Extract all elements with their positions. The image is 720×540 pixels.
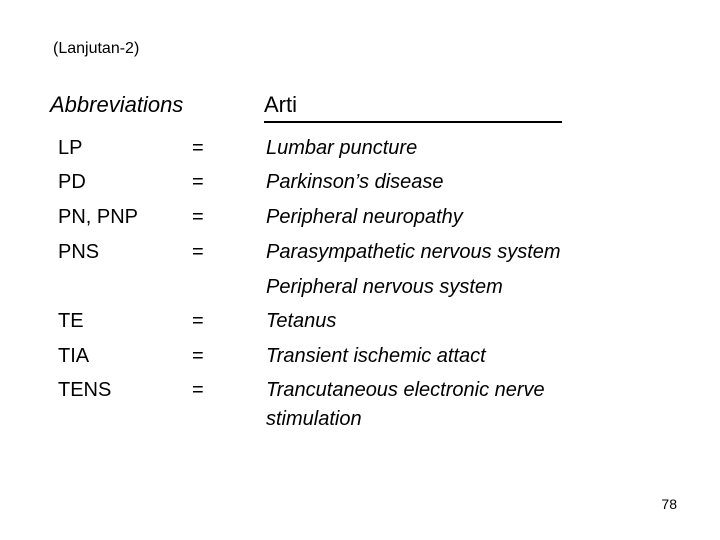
meaning-pns-1: Parasympathetic nervous system: [266, 241, 561, 263]
meaning-pd: Parkinson’s disease: [266, 171, 444, 193]
equals-sign: =: [192, 206, 204, 228]
equals-sign: =: [192, 171, 204, 193]
meaning-pn-pnp: Peripheral neuropathy: [266, 206, 463, 228]
meaning-tens-2: stimulation: [266, 408, 362, 430]
abbreviations-header: Abbreviations: [50, 92, 184, 117]
equals-sign: =: [192, 379, 204, 401]
abbr-pn-pnp: PN, PNP: [58, 206, 139, 228]
equals-sign: =: [192, 310, 204, 332]
equals-sign: =: [192, 345, 204, 367]
arti-header: Arti: [264, 92, 297, 117]
abbr-pd: PD: [58, 171, 86, 193]
equals-sign: =: [192, 241, 204, 263]
page-number: 78: [661, 496, 677, 512]
abbr-pns: PNS: [58, 241, 100, 263]
abbr-tens: TENS: [58, 379, 112, 401]
abbr-te: TE: [58, 310, 84, 332]
meaning-tens-1: Trancutaneous electronic nerve: [266, 379, 545, 401]
abbr-lp: LP: [58, 137, 83, 159]
meaning-tia: Transient ischemic attact: [266, 345, 486, 367]
header-underline: [264, 121, 562, 123]
meaning-pns-2: Peripheral nervous system: [266, 276, 503, 298]
equals-sign: =: [192, 137, 204, 159]
slide-subtitle: (Lanjutan-2): [53, 40, 140, 57]
meaning-lp: Lumbar puncture: [266, 137, 418, 159]
meaning-te: Tetanus: [266, 310, 337, 332]
abbr-tia: TIA: [58, 345, 90, 367]
